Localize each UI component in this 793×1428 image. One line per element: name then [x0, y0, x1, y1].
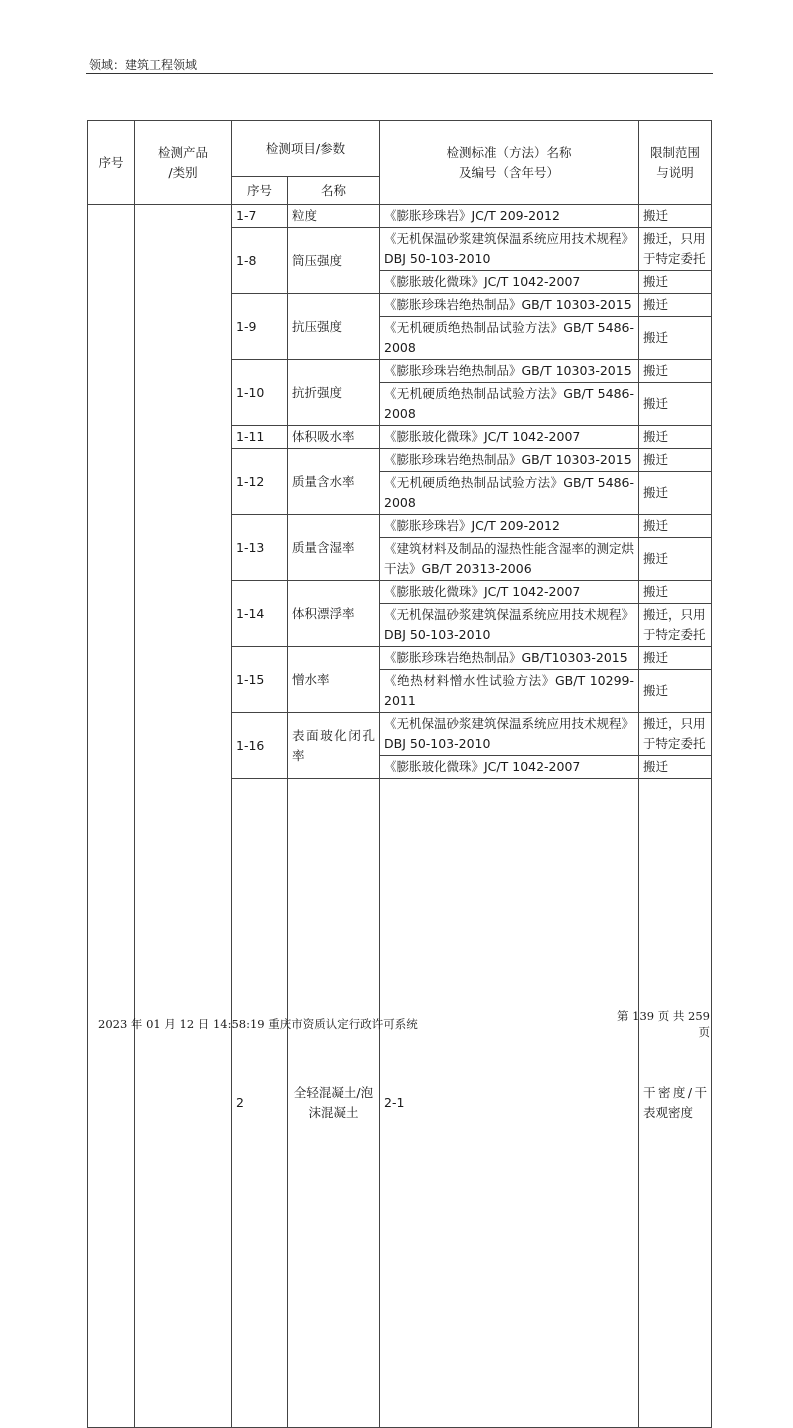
- standard: 《无机保温砂浆建筑保温系统应用技术规程》DBJ 50-103-2010: [380, 228, 639, 271]
- header-standard: 检测标准（方法）名称 及编号（含年号）: [380, 121, 639, 205]
- item-seq: 1-14: [232, 581, 288, 647]
- item-seq: 1-16: [232, 713, 288, 779]
- item-name: 粒度: [288, 205, 380, 228]
- item-name: 体积漂浮率: [288, 581, 380, 647]
- item-seq: 1-7: [232, 205, 288, 228]
- group-product-cell: [135, 205, 232, 1428]
- standard: 《无机保温砂浆建筑保温系统应用技术规程》DBJ 50-103-2010: [380, 713, 639, 756]
- standard: 《无机硬质绝热制品试验方法》GB/T 5486-2008: [380, 472, 639, 515]
- limit: 搬迁，只用于特定委托: [639, 228, 712, 271]
- header-item-seq: 序号: [232, 177, 288, 205]
- item-seq: 2-1: [380, 779, 639, 1428]
- footer-page-info: 第 139 页 共 259 页: [616, 1009, 710, 1039]
- header-limit: 限制范围 与说明: [639, 121, 712, 205]
- item-name: 干密度/干表观密度: [639, 779, 712, 1428]
- standard: 《膨胀珍珠岩绝热制品》GB/T 10303-2015: [380, 449, 639, 472]
- item-name: 抗压强度: [288, 294, 380, 360]
- limit: 搬迁: [639, 383, 712, 426]
- item-seq: 1-10: [232, 360, 288, 426]
- standard: 《建筑材料及制品的湿热性能含湿率的测定烘干法》GB/T 20313-2006: [380, 538, 639, 581]
- header-product: 检测产品 /类别: [135, 121, 232, 205]
- standard: 《膨胀珍珠岩绝热制品》GB/T 10303-2015: [380, 294, 639, 317]
- limit: 搬迁: [639, 515, 712, 538]
- group-product: 全轻混凝土/泡沫混凝土: [288, 779, 380, 1428]
- limit: 搬迁: [639, 581, 712, 604]
- group-seq-cell: [88, 205, 135, 1428]
- item-seq: 1-9: [232, 294, 288, 360]
- standard: 《膨胀玻化微珠》JC/T 1042-2007: [380, 426, 639, 449]
- header-seq: 序号: [88, 121, 135, 205]
- group-seq: 2: [232, 779, 288, 1428]
- standard: 《膨胀珍珠岩》JC/T 209-2012: [380, 515, 639, 538]
- header-rule: [86, 73, 713, 74]
- limit: 搬迁: [639, 360, 712, 383]
- item-name: 抗折强度: [288, 360, 380, 426]
- standard: 《无机硬质绝热制品试验方法》GB/T 5486-2008: [380, 317, 639, 360]
- limit: 搬迁: [639, 647, 712, 670]
- limit: 搬迁: [639, 449, 712, 472]
- item-name: 质量含水率: [288, 449, 380, 515]
- item-name: 质量含湿率: [288, 515, 380, 581]
- footer-timestamp: 2023 年 01 月 12 日 14:58:19 重庆市资质认定行政许可系统: [98, 1017, 418, 1031]
- item-seq: 1-11: [232, 426, 288, 449]
- limit: 搬迁: [639, 472, 712, 515]
- item-name: 表面玻化闭孔率: [288, 713, 380, 779]
- item-name: 体积吸水率: [288, 426, 380, 449]
- limit: 搬迁: [639, 317, 712, 360]
- standard: 《膨胀珍珠岩绝热制品》GB/T10303-2015: [380, 647, 639, 670]
- limit: 搬迁: [639, 205, 712, 228]
- standard: 《膨胀玻化微珠》JC/T 1042-2007: [380, 271, 639, 294]
- standard: 《膨胀玻化微珠》JC/T 1042-2007: [380, 756, 639, 779]
- item-name: 筒压强度: [288, 228, 380, 294]
- limit: 搬迁: [639, 426, 712, 449]
- header-domain-label: 领域：建筑工程领域: [89, 58, 198, 72]
- standard: 《膨胀珍珠岩绝热制品》GB/T 10303-2015: [380, 360, 639, 383]
- item-seq: 1-13: [232, 515, 288, 581]
- item-name: 憎水率: [288, 647, 380, 713]
- limit: 搬迁，只用于特定委托: [639, 713, 712, 756]
- standard: 《无机硬质绝热制品试验方法》GB/T 5486-2008: [380, 383, 639, 426]
- standard: 《膨胀玻化微珠》JC/T 1042-2007: [380, 581, 639, 604]
- limit: 搬迁: [639, 756, 712, 779]
- standard: 《绝热材料憎水性试验方法》GB/T 10299-2011: [380, 670, 639, 713]
- header-item-name: 名称: [288, 177, 380, 205]
- limit: 搬迁: [639, 538, 712, 581]
- limit: 搬迁，只用于特定委托: [639, 604, 712, 647]
- table-row: [88, 205, 712, 228]
- limit: 搬迁: [639, 271, 712, 294]
- header-item-group: 检测项目/参数: [232, 121, 380, 177]
- standard: 《无机保温砂浆建筑保温系统应用技术规程》DBJ 50-103-2010: [380, 604, 639, 647]
- qualification-table: [87, 120, 712, 1428]
- limit: 搬迁: [639, 670, 712, 713]
- item-seq: 1-12: [232, 449, 288, 515]
- item-seq: 1-8: [232, 228, 288, 294]
- item-seq: 1-15: [232, 647, 288, 713]
- standard: 《膨胀珍珠岩》JC/T 209-2012: [380, 205, 639, 228]
- limit: 搬迁: [639, 294, 712, 317]
